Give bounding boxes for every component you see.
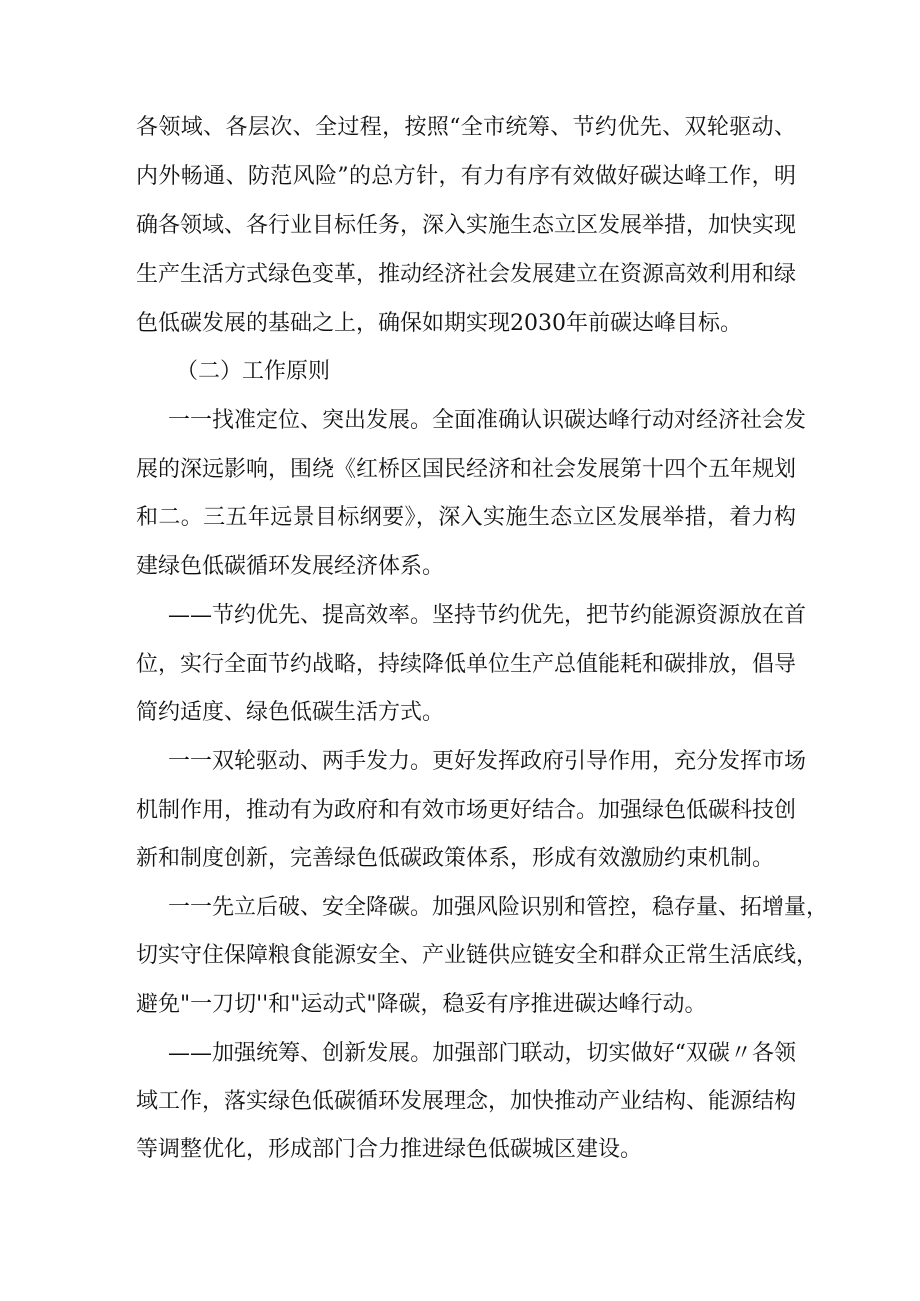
- text-line: ——节约优先、提高效率。坚持节约优先，把节约能源资源放在首: [168, 603, 807, 628]
- text-line: 域工作，落实绿色低碳循环发展理念，加快推动产业结构、能源结构: [136, 1089, 797, 1114]
- text-line: 各领域、各层次、全过程，按照“全市统筹、节约优先、双轮驱动、: [136, 115, 796, 140]
- text-line: 切实守住保障粮食能源安全、产业链供应链安全和群众正常生活底线，: [136, 943, 819, 968]
- text-line: 机制作用，推动有为政府和有效市场更好结合。加强绿色低碳科技创: [136, 798, 797, 823]
- text-line: 位，实行全面节约战略，持续降低单位生产总值能耗和碳排放，倡导: [136, 652, 797, 677]
- text-line: 一一找准定位、突出发展。全面准确认识碳达峰行动对经济社会发: [168, 408, 807, 433]
- text-line: 展的深远影响，围绕《红桥区国民经济和社会发展第十四个五年规划: [136, 457, 797, 482]
- text-line: 确各领域、各行业目标任务，深入实施生态立区发展举措，加快实现: [136, 213, 797, 238]
- text-line: 内外畅通、防范风险”的总方针，有力有序有效做好碳达峰工作，明: [136, 164, 796, 189]
- text-line: 色低碳发展的基础之上，确保如期实现2030年前碳达峰目标。: [136, 311, 742, 336]
- section-heading: （二）工作原则: [176, 359, 331, 384]
- text-line: 一一双轮驱动、两手发力。更好发挥政府引导作用，充分发挥市场: [168, 749, 807, 774]
- text-line: 等调整优化，形成部门合力推进绿色低碳城区建设。: [136, 1137, 643, 1162]
- text-line: 简约适度、绿色低碳生活方式。: [136, 700, 445, 725]
- text-line: 一一先立后破、安全降碳。加强风险识别和管控，稳存量、拓增量，: [168, 895, 829, 920]
- text-line: 建绿色低碳循环发展经济体系。: [136, 554, 445, 579]
- text-line: ——加强统筹、创新发展。加强部门联动，切实做好“双碳〃各领: [168, 1041, 796, 1066]
- text-line: 新和制度创新，完善绿色低碳政策体系，形成有效激励约束机制。: [136, 846, 775, 871]
- text-line: 避免"一刀切''和"运动式"降碳，稳妥有序推进碳达峰行动。: [136, 992, 707, 1017]
- text-line: 生产生活方式绿色变革，推动经济社会发展建立在资源高效利用和绿: [136, 262, 797, 287]
- text-line: 和二。三五年远景目标纲要》，深入实施生态立区发展举措，着力构: [136, 505, 796, 530]
